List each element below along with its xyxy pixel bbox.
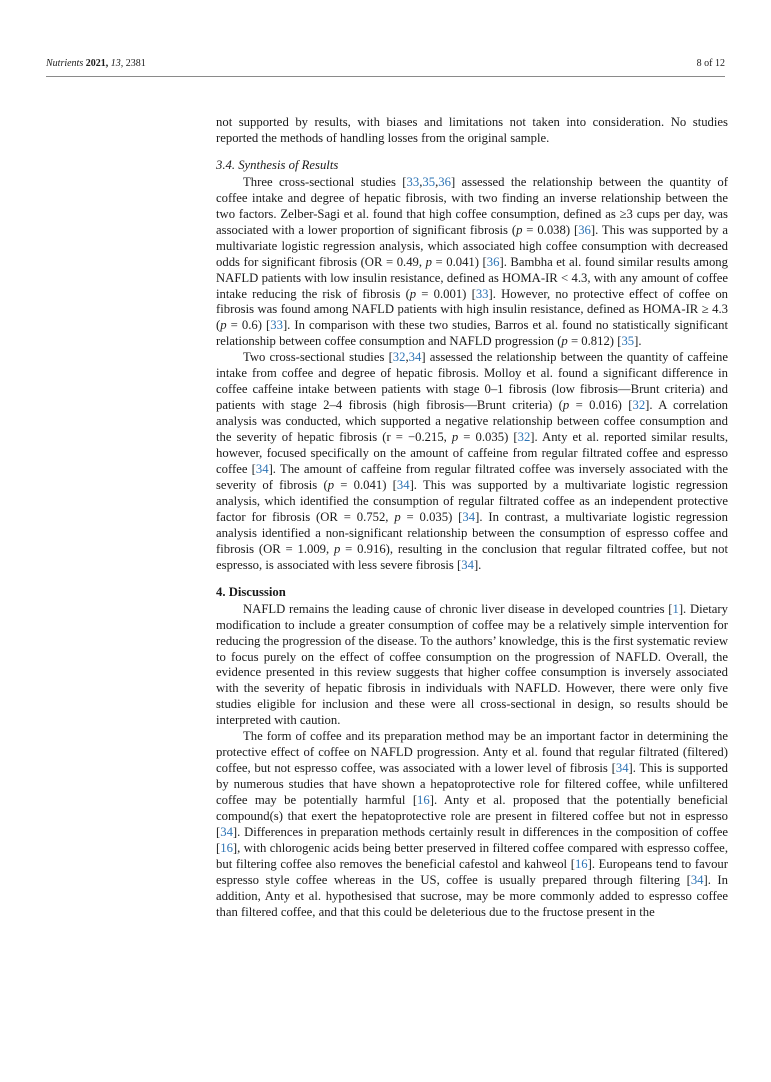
citation-link[interactable]: 34 [690,872,704,887]
paragraph-coffee-preparation: The form of coffee and its preparation method may be an important factor in determining the protective effect of coffee on NAFLD progression. Anty et al. found that regular filtrated (filtered) coffee, but not espresso coffee, was associated with a lower level of fibrosis [34]. This is supported by numerous studies that have shown a hepatoprotective role for filtered coffee, while unfiltered coffee may be potentially harmful [16]. Anty et al. proposed that the potentially beneficial compound(s) that exert the hepatoprotective role are present in filtered coffee but not in espresso [34]. Differences in preparation methods certainly result in differences in the composition of coffee [16], with chlorogenic acids being better preserved in filtered coffee compared with espresso coffee, but filtering coffee also removes the beneficial cafestol and kahweol [16]. Europeans tend to favour espresso style coffee whereas in the US, coffee is usually prepared through filtering [34]. In addition, Anty et al. hypothesised that sucrose, may be more commonly added to espresso coffee than filtered coffee, and that this could be deleterious due to the fructose present in the [216,729,728,919]
citation-link[interactable]: 35 [621,334,635,349]
citation-link[interactable]: 36 [486,254,500,269]
citation-link[interactable]: 34 [408,350,422,365]
paragraph-caffeine-intake: Two cross-sectional studies [32,34] assessed the relationship between the quantity of caffeine intake from coffee and degree of hepatic fibrosis. Molloy et al. found a significant difference in coffee caffeine intake between patients with stage 0–1 fibrosis (low fibrosis—Brunt criteria) and patients with stage 2–4 fibrosis (high fibrosis—Brunt criteria) (p = 0.016) [32]. A correlation analysis was conducted, which supported a negative relationship between coffee consumption and the severity of hepatic fibrosis (r = −0.215, p = 0.035) [32]. Anty et al. reported similar results, however, focused specifically on the amount of caffeine from regular filtrated coffee and espresso coffee [34]. The amount of caffeine from regular filtrated coffee was inversely associated with the severity of fibrosis (p = 0.041) [34]. This was supported by a multivariate logistic regression analysis, which identified the consumption of regular filtrated coffee as an independent protective factor for fibrosis (OR = 0.752, p = 0.035) [34]. In contrast, a multivariate logistic regression analysis identified a non-significant relationship between the consumption of espresso coffee and fibrosis (OR = 1.009, p = 0.916), resulting in the conclusion that regular filtrated coffee, but not espresso, is associated with less severe fibrosis [34]. [216,350,729,572]
citation-link[interactable]: 34 [396,477,410,492]
citation-link[interactable]: 35 [422,174,436,189]
citation-link[interactable]: 33 [406,174,420,189]
citation-link[interactable]: 34 [220,824,233,839]
subsection-title: 3.4. Synthesis of Results [216,157,339,172]
journal-citation [46,58,146,69]
citation-link[interactable]: 36 [578,222,591,237]
citation-link[interactable]: 1 [672,601,679,616]
citation-link[interactable]: 16 [417,793,430,808]
citation-link[interactable]: 32 [517,430,531,445]
citation-link[interactable]: 32 [392,350,406,365]
citation-link[interactable]: 33 [270,318,283,333]
paragraph-quantity-coffee: Three cross-sectional studies [33,35,36] assessed the relationship between the quantity of coffee intake and degree of hepatic fibrosis, with two finding an inverse relationship between the two factors. Zelber-Sagi et al. found that high coffee consumption, defined as ≥3 cups per day, was associated with a lower proportion of significant fibrosis (p = 0.038) [36]. This was supported by a multivariate logistic regression analysis, which associated high coffee consumption with decreased odds for significant fibrosis (OR = 0.49, p = 0.041) [36]. Bambha et al. found similar results among NAFLD patients with low insulin resistance, defined as HOMA-IR < 4.3, with any amount of coffee intake reducing the risk of fibrosis (p = 0.001) [33]. However, no protective effect of coffee on fibrosis was found among NAFLD patients with high insulin resistance, defined as HOMA-IR ≥ 4.3 (p = 0.6) [33]. In comparison with these two studies, Barros et al. found no statistically significant relationship between coffee consumption and NAFLD progression (p = 0.812) [35]. [216,174,729,349]
journal-name: Nutrients [46,58,84,69]
journal-year: 2021, [85,58,109,69]
page-header [46,58,725,74]
citation-link[interactable]: 36 [438,174,451,189]
page-number: 8 of 12 [696,58,725,69]
section-title: 4. Discussion [216,584,286,599]
header-divider [46,76,725,77]
citation-link[interactable]: 32 [632,398,646,413]
citation-link[interactable]: 34 [461,557,474,572]
citation-link[interactable]: 34 [255,462,269,477]
paragraph-discussion-intro: NAFLD remains the leading cause of chronic liver disease in developed countries [1]. Dietary modification to include a greater consumption of coffee may be a relatively simple intervention for reducing the progression of the disease. To the authors’ knowledge, this is the first systematic review to focus purely on the effect of coffee consumption on the progression of NAFLD. Overall, the evidence presented in this review suggests that higher coffee consumption is inversely associated with the severity of hepatic fibrosis in individuals with NAFLD. However, there were only five studies eligible for inclusion and these were all cross-sectional in design, so results should be interpreted with caution. [216,601,728,728]
citation-link[interactable]: 34 [462,509,476,524]
citation-link[interactable]: 34 [615,761,629,776]
citation-link[interactable]: 16 [574,856,588,871]
journal-volume: 13, [110,58,124,69]
article-body [216,115,728,921]
continued-paragraph: not supported by results, with biases and limitations not taken into consideration. No studies reported the methods of handling losses from the original sample. [216,115,728,145]
citation-link[interactable]: 16 [220,840,233,855]
article-number: 2381 [125,58,146,69]
citation-link[interactable]: 33 [475,286,489,301]
